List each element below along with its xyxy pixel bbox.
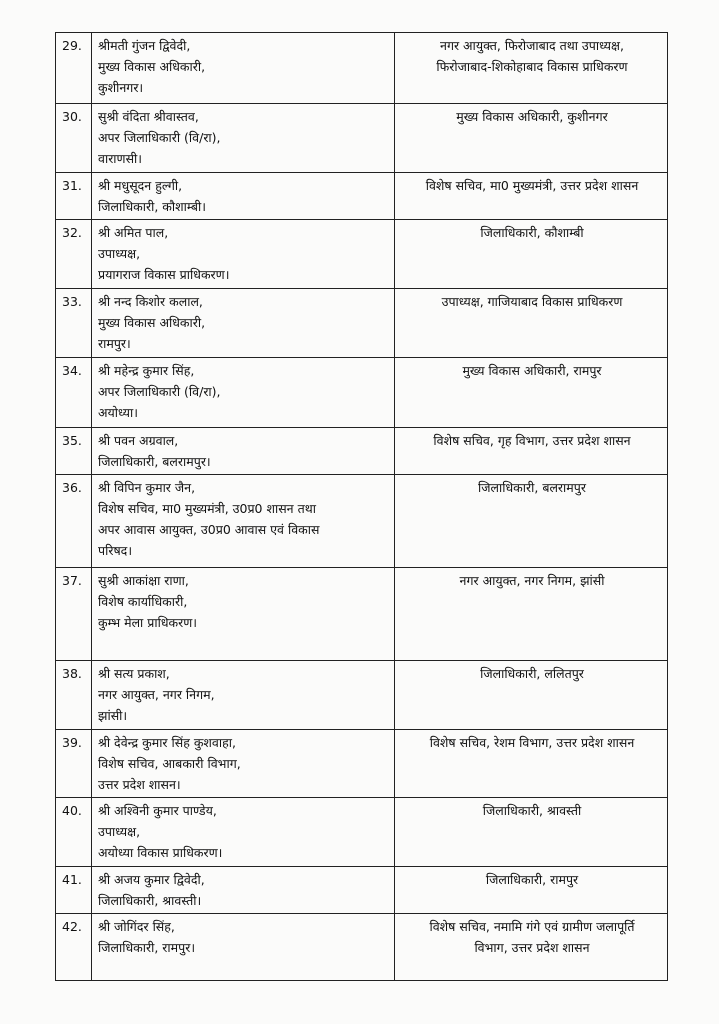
name-line: श्री जोगिंदर सिंह, — [98, 919, 175, 934]
officer-name-current-post — [92, 358, 395, 428]
officer-name-current-post — [92, 798, 395, 867]
name-line: श्री अमित पाल, — [98, 225, 169, 240]
officer-name-current-post — [92, 914, 395, 981]
serial-number: 37. — [56, 568, 92, 661]
new-posting — [395, 289, 668, 358]
officer-name-current-post — [92, 730, 395, 798]
posting-line: जिलाधिकारी, रामपुर — [485, 872, 579, 887]
new-posting — [395, 798, 668, 867]
serial-number: 41. — [56, 867, 92, 914]
table-row — [56, 358, 668, 428]
serial-number: 36. — [56, 475, 92, 568]
table-row — [56, 428, 668, 475]
serial-number: 38. — [56, 661, 92, 730]
serial-number: 30. — [56, 104, 92, 173]
officer-name-current-post — [92, 33, 395, 104]
posting-line: विशेष सचिव, गृह विभाग, उत्तर प्रदेश शासन — [433, 433, 631, 448]
new-posting — [395, 358, 668, 428]
name-line: विशेष सचिव, आबकारी विभाग, — [98, 756, 241, 771]
new-posting — [395, 428, 668, 475]
transfer-table — [55, 32, 668, 981]
officer-name-current-post — [92, 428, 395, 475]
posting-line: विशेष सचिव, मा0 मुख्यमंत्री, उत्तर प्रदेश शासन — [425, 178, 639, 193]
name-line: अयोध्या विकास प्राधिकरण। — [98, 845, 223, 860]
posting-line: उपाध्यक्ष, गाजियाबाद विकास प्राधिकरण — [441, 294, 623, 309]
officer-name-current-post — [92, 661, 395, 730]
serial-number: 35. — [56, 428, 92, 475]
officer-name-current-post — [92, 104, 395, 173]
posting-line: जिलाधिकारी, कौशाम्बी — [480, 225, 584, 240]
posting-line: विभाग, उत्तर प्रदेश शासन — [474, 940, 590, 955]
posting-line: मुख्य विकास अधिकारी, कुशीनगर — [456, 109, 608, 124]
posting-line: विशेष सचिव, नमामि गंगे एवं ग्रामीण जलापूर्ति — [429, 919, 635, 934]
officer-name-current-post — [92, 475, 395, 568]
name-line: रामपुर। — [98, 336, 131, 351]
serial-number: 29. — [56, 33, 92, 104]
serial-number: 40. — [56, 798, 92, 867]
name-line: श्री अजय कुमार द्विवेदी, — [98, 872, 205, 887]
name-line: अपर आवास आयुक्त, उ0प्र0 आवास एवं विकास — [98, 522, 320, 537]
new-posting — [395, 104, 668, 173]
name-line: वाराणसी। — [98, 151, 143, 166]
new-posting — [395, 914, 668, 981]
name-line: जिलाधिकारी, रामपुर। — [98, 940, 196, 955]
name-line: प्रयागराज विकास प्राधिकरण। — [98, 267, 230, 282]
officer-name-current-post — [92, 289, 395, 358]
name-line: कुम्भ मेला प्राधिकरण। — [98, 615, 198, 630]
name-line: झांसी। — [98, 708, 128, 723]
name-line: उत्तर प्रदेश शासन। — [98, 777, 181, 792]
table-row — [56, 173, 668, 220]
name-line: जिलाधिकारी, श्रावस्ती। — [98, 893, 202, 908]
new-posting — [395, 33, 668, 104]
new-posting — [395, 568, 668, 661]
name-line: श्री महेन्द्र कुमार सिंह, — [98, 363, 195, 378]
officer-name-current-post — [92, 568, 395, 661]
new-posting — [395, 661, 668, 730]
posting-line: नगर आयुक्त, फिरोजाबाद तथा उपाध्यक्ष, — [440, 38, 624, 53]
table-row — [56, 867, 668, 914]
table-row — [56, 661, 668, 730]
serial-number: 31. — [56, 173, 92, 220]
name-line: जिलाधिकारी, कौशाम्बी। — [98, 199, 207, 214]
table-row — [56, 104, 668, 173]
table-row — [56, 475, 668, 568]
name-line: अपर जिलाधिकारी (वि/रा), — [98, 384, 221, 399]
name-line: श्री अश्विनी कुमार पाण्डेय, — [98, 803, 217, 818]
name-line: कुशीनगर। — [98, 80, 144, 95]
posting-line: विशेष सचिव, रेशम विभाग, उत्तर प्रदेश शासन — [429, 735, 635, 750]
table-row — [56, 33, 668, 104]
officer-name-current-post — [92, 220, 395, 289]
serial-number: 32. — [56, 220, 92, 289]
table-row — [56, 730, 668, 798]
name-line: श्री मधुसूदन हुल्गी, — [98, 178, 183, 193]
posting-line: जिलाधिकारी, ललितपुर — [480, 666, 584, 681]
posting-line: जिलाधिकारी, श्रावस्ती — [482, 803, 582, 818]
serial-number: 42. — [56, 914, 92, 981]
name-line: जिलाधिकारी, बलरामपुर। — [98, 454, 211, 469]
name-line: अपर जिलाधिकारी (वि/रा), — [98, 130, 221, 145]
name-line: मुख्य विकास अधिकारी, — [98, 315, 206, 330]
serial-number: 39. — [56, 730, 92, 798]
name-line: परिषद। — [98, 543, 133, 558]
new-posting — [395, 173, 668, 220]
serial-number: 34. — [56, 358, 92, 428]
name-line: उपाध्यक्ष, — [98, 824, 141, 839]
new-posting — [395, 220, 668, 289]
name-line: श्री सत्य प्रकाश, — [98, 666, 170, 681]
table-row — [56, 220, 668, 289]
name-line: विशेष सचिव, मा0 मुख्यमंत्री, उ0प्र0 शासन तथा — [98, 501, 316, 516]
name-line: श्रीमती गुंजन द्विवेदी, — [98, 38, 191, 53]
table-row — [56, 798, 668, 867]
posting-line: मुख्य विकास अधिकारी, रामपुर — [462, 363, 602, 378]
name-line: नगर आयुक्त, नगर निगम, — [98, 687, 215, 702]
name-line: मुख्य विकास अधिकारी, — [98, 59, 206, 74]
new-posting — [395, 867, 668, 914]
posting-line: नगर आयुक्त, नगर निगम, झांसी — [459, 573, 605, 588]
new-posting — [395, 475, 668, 568]
officer-name-current-post — [92, 867, 395, 914]
posting-line: फिरोजाबाद-शिकोहाबाद विकास प्राधिकरण — [436, 59, 628, 74]
name-line: सुश्री आकांक्षा राणा, — [98, 573, 189, 588]
name-line: अयोध्या। — [98, 405, 138, 420]
serial-number: 33. — [56, 289, 92, 358]
name-line: विशेष कार्याधिकारी, — [98, 594, 188, 609]
new-posting — [395, 730, 668, 798]
name-line: श्री विपिन कुमार जैन, — [98, 480, 196, 495]
table-row — [56, 914, 668, 981]
officer-name-current-post — [92, 173, 395, 220]
name-line: श्री नन्द किशोर कलाल, — [98, 294, 203, 309]
name-line: सुश्री वंदिता श्रीवास्तव, — [98, 109, 199, 124]
name-line: श्री पवन अग्रवाल, — [98, 433, 179, 448]
name-line: श्री देवेन्द्र कुमार सिंह कुशवाहा, — [98, 735, 236, 750]
transfer-table-body — [56, 33, 668, 981]
table-row — [56, 568, 668, 661]
table-row — [56, 289, 668, 358]
name-line: उपाध्यक्ष, — [98, 246, 141, 261]
posting-line: जिलाधिकारी, बलरामपुर — [478, 480, 586, 495]
